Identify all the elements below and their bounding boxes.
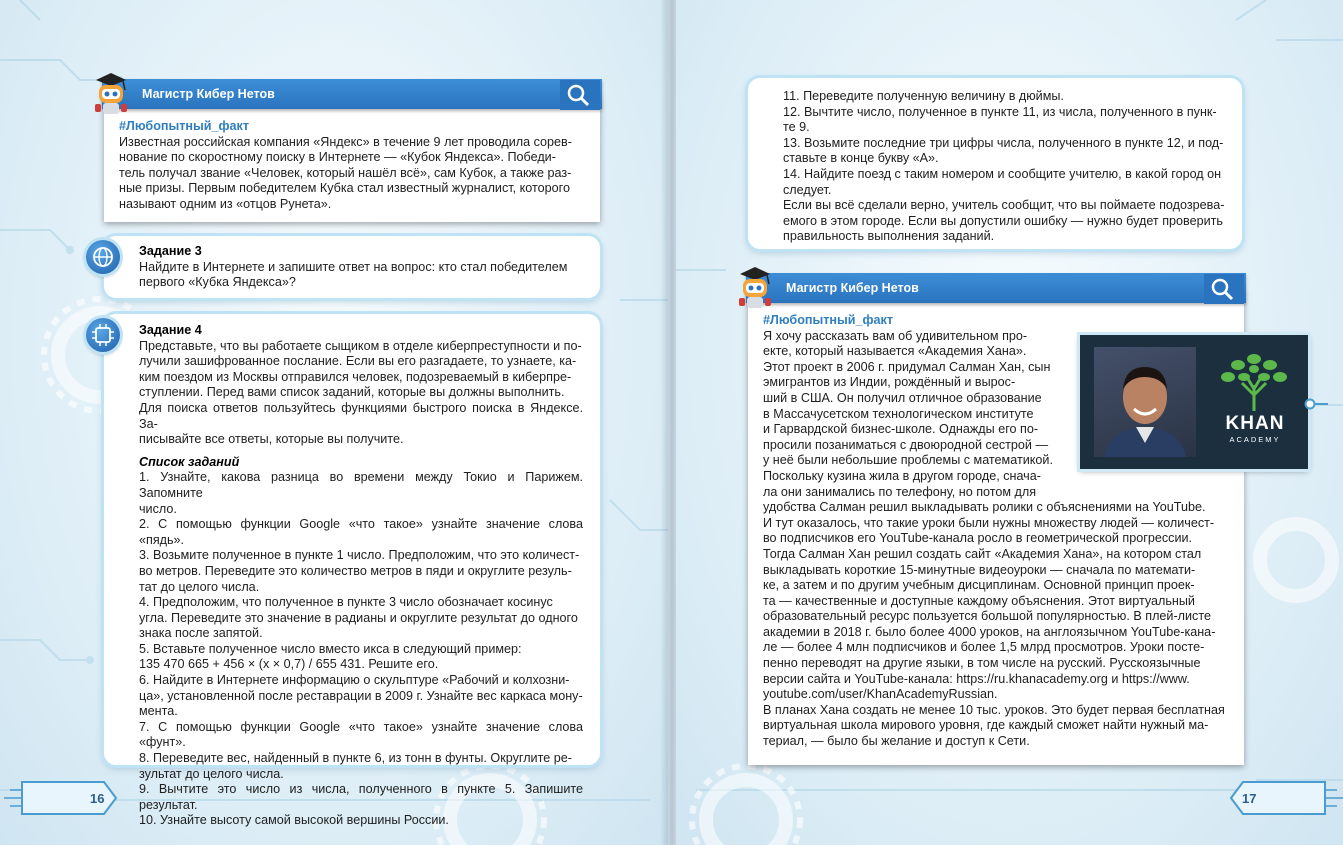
task-list-line: ставьте в конце букву «А». bbox=[783, 151, 939, 166]
fact-line: эмигрантов из Индии, рождённый и вырос- bbox=[763, 375, 1016, 390]
fact-line: тель получал звание «Человек, который нашёл всё», сам Кубок, а также раз- bbox=[119, 165, 572, 180]
fact-line: просили позаниматься с двоюродной сестрой — bbox=[763, 437, 1049, 452]
page-number-frame bbox=[4, 776, 124, 820]
task3-line: первого «Кубка Яндекса»? bbox=[139, 275, 296, 290]
fact-line: И тут оказалось, что такие уроки были нужны множеству людей — количест- bbox=[763, 515, 1215, 530]
page-number: 16 bbox=[90, 791, 105, 806]
task-list-line: 3. Возьмите полученное в пункте 1 число. Предположим, что это количест- bbox=[139, 548, 580, 563]
task-list-line: 1. Узнайте, какова разница во времени между Токио и Парижем. Запомните bbox=[139, 470, 583, 500]
fact-box-header bbox=[746, 273, 1246, 303]
fact-line: пенно переводят на другие языки, в том числе на русский. Русскоязычные bbox=[763, 656, 1201, 671]
connector-dot bbox=[1304, 396, 1328, 412]
fact-line: нование по скоростному поиску в Интернете — «Кубок Яндекса». Победи- bbox=[119, 150, 556, 165]
task-list-line: число. bbox=[139, 501, 177, 516]
fact-box-header bbox=[102, 79, 602, 109]
left-page bbox=[0, 0, 668, 845]
magnifier-icon bbox=[1204, 274, 1244, 304]
task-list-line: 8. Переведите вес, найденный в пункте 6, из тонн в фунты. Округлите ре- bbox=[139, 751, 572, 766]
fact-hashtag: #Любопытный_факт bbox=[119, 119, 250, 133]
fact-line: выкладывать короткие 15-минутные видеоуроки — сначала по математи- bbox=[763, 562, 1196, 577]
task-list-line: тат до целого числа. bbox=[139, 579, 260, 594]
circuit-badge-icon bbox=[86, 318, 120, 352]
fact-line: ные призы. Первым победителем Кубка стал известный журналист, которого bbox=[119, 181, 570, 196]
task4-intro bbox=[139, 339, 583, 448]
task-list-line: мента. bbox=[139, 704, 178, 719]
fact-line: академии в 2018 г. было более 4000 уроков, на англоязычном YouTube-кана- bbox=[763, 624, 1216, 639]
fact-line: называют одним из «отцов Рунета». bbox=[119, 196, 332, 211]
task3-title: Задание 3 bbox=[139, 244, 202, 258]
task4-intro-line: лучили зашифрованное послание. Если вы его разгадаете, то узнаете, ка- bbox=[139, 354, 577, 369]
task-list-line: правильность выполнения заданий. bbox=[783, 229, 995, 244]
fact-line: ле — более 4 млн подписчиков и более 1,5 млрд просмотров. Уроки посте- bbox=[763, 640, 1205, 655]
fact-line: виртуальная школа мирового уровня, где каждый сможет найти нужный ма- bbox=[763, 718, 1209, 733]
task-list-title: Список заданий bbox=[139, 454, 240, 469]
task4-title: Задание 4 bbox=[139, 323, 202, 337]
task-list-line: 135 470 665 + 456 × (x × 0,7) / 655 431. Решите его. bbox=[139, 657, 439, 672]
fact-line: youtube.com/user/KhanAcademyRussian. bbox=[763, 687, 998, 702]
fact-box-yandex-body bbox=[119, 119, 585, 213]
page-number-frame bbox=[1219, 776, 1343, 820]
fact-line: версии сайта и YouTube-канала: https://ru.khanacademy.org и https://www. bbox=[763, 671, 1190, 686]
robot-mascot-icon bbox=[90, 70, 132, 116]
fact-line: Этот проект в 2006 г. придумал Салман Хан, сын bbox=[763, 359, 1051, 374]
fact-line: Известная российская компания «Яндекс» в течение 9 лет проводила сорев- bbox=[119, 134, 572, 149]
fact-line: во подписчиков его YouTube-канала росло в геометрической прогрессии. bbox=[763, 531, 1193, 546]
task-list-line: знака после запятой. bbox=[139, 626, 263, 641]
task-list-line: 11. Переведите полученную величину в дюймы. bbox=[783, 89, 1064, 103]
fact-line: Тогда Салман Хан решил создать сайт «Академия Хана», на котором стал bbox=[763, 546, 1202, 561]
task3-text bbox=[139, 260, 583, 291]
fact-line: В планах Хана создать не менее 10 тыс. уроков. Это будет первая бесплатная bbox=[763, 702, 1225, 717]
fact-line: и Гарвардской бизнес-школе. Однажды его по- bbox=[763, 422, 1039, 437]
task-list-line: во метров. Переведите это количество метров в пяди и округлите резуль- bbox=[139, 563, 572, 578]
fact-line: удобства Салман решил выкладывать ролики с объяснениями на YouTube. bbox=[763, 500, 1206, 515]
task4-intro-line: Представьте, что вы работаете сыщиком в отделе киберпреступности и по- bbox=[139, 338, 582, 353]
task3-line: Найдите в Интернете и запишите ответ на вопрос: кто стал победителем bbox=[139, 259, 568, 274]
task-list-line: 4. Предположим, что полученное в пункте 3 число обозначает косинус bbox=[139, 595, 553, 610]
fact-line: в Массачусетском технологическом институте bbox=[763, 406, 1034, 421]
fact-line: екте, который называется «Академия Хана». bbox=[763, 344, 1027, 359]
fact-text bbox=[119, 135, 585, 213]
task4-intro-line: писывайте все ответы, которые вы получите. bbox=[139, 432, 404, 447]
task-list-line: 10. Узнайте высоту самой высокой вершины России. bbox=[139, 813, 449, 828]
robot-mascot-icon bbox=[734, 264, 776, 310]
task4-body bbox=[139, 323, 583, 829]
task-list-line: 2. С помощью функции Google «что такое» узнайте значение слова «пядь». bbox=[139, 517, 583, 547]
fact-hashtag: #Любопытный_факт bbox=[763, 313, 894, 327]
fact-line: Я хочу рассказать вам об удивительном про- bbox=[763, 328, 1028, 343]
right-page bbox=[676, 0, 1343, 845]
khan-logo-subtitle: ACADEMY bbox=[1229, 435, 1281, 444]
task4-intro-line: ступлении. Перед вами список заданий, которые вы должны выполнить. bbox=[139, 385, 565, 400]
task-list-line: 12. Вычтите число, полученное в пункте 11, из числа, полученного в пунк- bbox=[783, 104, 1217, 119]
fact-text-narrow bbox=[763, 329, 1061, 501]
task4-intro-line: ким поездом из Москвы отправился человек, подозреваемый в киберпре- bbox=[139, 369, 572, 384]
task-list-line: те 9. bbox=[783, 120, 810, 135]
task4-intro-line: Для поиска ответов пользуйтесь функциями быстрого поиска в Яндексе. За- bbox=[139, 400, 583, 431]
task4-continuation bbox=[783, 89, 1227, 245]
task-list-line: угла. Переведите это значение в радианы и округлите результат до одного bbox=[139, 610, 578, 625]
task-list-line: 13. Возьмите последние три цифры числа, полученного в пункте 12, и под- bbox=[783, 135, 1224, 150]
fact-box-header-title: Магистр Кибер Нетов bbox=[142, 87, 275, 101]
task-list-line: следует. bbox=[783, 182, 832, 197]
task-list-line: 7. С помощью функции Google «что такое» узнайте значение слова «фунт». bbox=[139, 719, 583, 750]
fact-line: териал, — было бы желание и доступ к Сети. bbox=[763, 734, 1030, 749]
task-list-line: 6. Найдите в Интернете информацию о скульптуре «Рабочий и колхозни- bbox=[139, 673, 570, 688]
fact-line: Поскольку кузина жила в другом городе, снача- bbox=[763, 468, 1041, 483]
task-list bbox=[139, 470, 583, 829]
task-list-line: ца», установленной после реставрации в 2009 г. Узнайте вес каркаса мону- bbox=[139, 688, 583, 703]
globe-badge-icon bbox=[86, 240, 120, 274]
magnifier-icon bbox=[560, 80, 600, 110]
fact-line: у неё были небольшие проблемы с математикой. bbox=[763, 453, 1053, 468]
task-list-line: емого в этом городе. Если вы допустили ошибку — нужно будет проверить bbox=[783, 213, 1223, 228]
task-list-line: Если вы всё сделали верно, учитель сообщит, что вы поймаете подозрева- bbox=[783, 198, 1225, 213]
page-number: 17 bbox=[1242, 791, 1257, 806]
fact-box-khan-body bbox=[763, 313, 1229, 750]
fact-line: образовательный ресурс пользуется большой популярностью. В плей-листе bbox=[763, 609, 1211, 624]
fact-line: та — качественные и доступные каждому объяснения. Этот виртуальный bbox=[763, 593, 1195, 608]
fact-line: ла они занимались по телефону, но потом для bbox=[763, 484, 1037, 499]
task-list-line: зультат до целого числа. bbox=[139, 766, 284, 781]
fact-line: ший в США. Он получил отличное образование bbox=[763, 390, 1042, 405]
fact-box-header-title: Магистр Кибер Нетов bbox=[786, 281, 919, 295]
fact-line: ке, а затем и по другим учебным дисциплинам. Основной принцип проек- bbox=[763, 578, 1195, 593]
khan-logo-title: KHAN bbox=[1225, 413, 1285, 434]
task-list-line: 9. Вычтите это число из числа, полученного в пункте 5. Запишите результат. bbox=[139, 782, 583, 812]
task3-body bbox=[139, 244, 583, 291]
task-list-line: 14. Найдите поезд с таким номером и сообщите учителю, в какой город он bbox=[783, 166, 1222, 181]
fact-text-wide bbox=[763, 500, 1229, 750]
task-list-line: 5. Вставьте полученное число вместо икса в следующий пример: bbox=[139, 641, 522, 656]
